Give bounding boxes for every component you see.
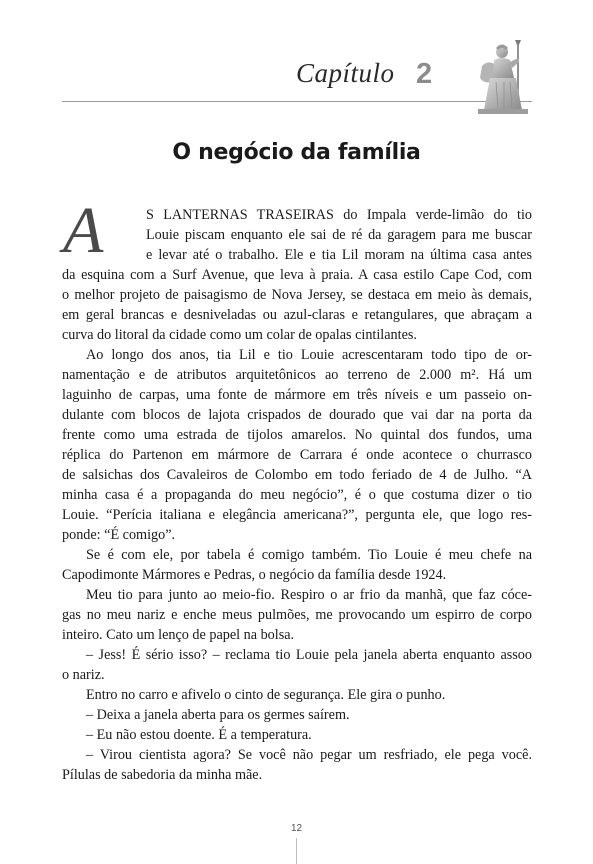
drop-cap: A bbox=[63, 194, 104, 267]
text-line: dulante com blocos de lajota crispados de dourado que vai dar na porta da bbox=[62, 407, 532, 423]
chapter-label: Capítulo bbox=[296, 58, 395, 88]
text-line: – Deixa a janela aberta para os germes saírem. bbox=[86, 707, 350, 723]
text-line: e levar até o trabalho. Ele e tia Lil moram na última casa antes bbox=[146, 247, 532, 263]
text-line: minha casa é a propaganda do meu negócio”, é o que costuma dizer o tio bbox=[62, 487, 532, 503]
page-number: 12 bbox=[290, 823, 303, 834]
statue-icon bbox=[466, 38, 536, 114]
chapter-header bbox=[0, 0, 593, 110]
text-line: curva do litoral da cidade como um colar de opalas cintilantes. bbox=[62, 327, 417, 343]
text-line: réplica do Partenon em mármore de Carrara é onde acontece o churrasco bbox=[62, 447, 532, 463]
text-line: inteiro. Cato um lenço de papel na bolsa. bbox=[62, 627, 295, 643]
page-number-rule bbox=[296, 838, 297, 864]
text-line: namentação e de atributos arquitetônicos ao terreno de 2.000 m². Há um bbox=[62, 367, 532, 383]
text-line: Pílulas de sabedoria da minha mãe. bbox=[62, 767, 263, 783]
text-line: Louie piscam enquanto ele sai de ré da garagem para me buscar bbox=[146, 227, 532, 243]
text-line: Capodimonte Mármores e Pedras, o negócio da família desde 1924. bbox=[62, 567, 447, 583]
text-line: da esquina com a Surf Avenue, que leva à praia. A casa estilo Cape Cod, com bbox=[62, 267, 532, 283]
text-line: Se é com ele, por tabela é comigo também. Tio Louie é meu chefe na bbox=[86, 547, 532, 563]
text-line: Louie. “Perícia italiana e elegância americana?”, pergunta ele, que logo res- bbox=[62, 507, 532, 523]
header-rule bbox=[62, 101, 532, 102]
text-line: Entro no carro e afivelo o cinto de segurança. Ele gira o punho. bbox=[86, 687, 446, 703]
text-line: ponde: “É comigo”. bbox=[62, 527, 176, 543]
chapter-number: 2 bbox=[416, 58, 433, 90]
chapter-title: O negócio da família bbox=[172, 140, 421, 165]
text-line: – Jess! É sério isso? – reclama tio Louie pela janela aberta enquanto assoo bbox=[86, 647, 532, 663]
text-line: Ao longo dos anos, tia Lil e tio Louie acrescentaram todo tipo de or- bbox=[86, 347, 532, 363]
text-line: o nariz. bbox=[62, 667, 105, 683]
text-line: gas no meu nariz e enche meus pulmões, me provocando um espirro de corpo bbox=[62, 607, 532, 623]
text-line: em geral brancas e desniveladas ou azul-claras e retangulares, que abraçam a bbox=[62, 307, 532, 323]
text-line: o melhor projeto de paisagismo de Nova Jersey, se destaca em meio às demais, bbox=[62, 287, 532, 303]
text-line: laguinho de carpas, uma fonte de mármore em três níveis e um passeio on- bbox=[62, 387, 532, 403]
text-line: de salsichas dos Cavaleiros de Colombo em todo feriado de 4 de Julho. “A bbox=[62, 467, 532, 483]
text-line: S LANTERNAS TRASEIRAS do Impala verde-limão do tio bbox=[146, 207, 532, 223]
text-line: Meu tio para junto ao meio-fio. Respiro o ar frio da manhã, que faz cóce- bbox=[86, 587, 532, 603]
text-line: – Eu não estou doente. É a temperatura. bbox=[86, 727, 312, 743]
text-line: frente como uma estrada de tijolos amarelos. No quintal dos fundos, uma bbox=[62, 427, 532, 443]
text-line: – Virou cientista agora? Se você não pegar um resfriado, ele pega você. bbox=[86, 747, 532, 763]
